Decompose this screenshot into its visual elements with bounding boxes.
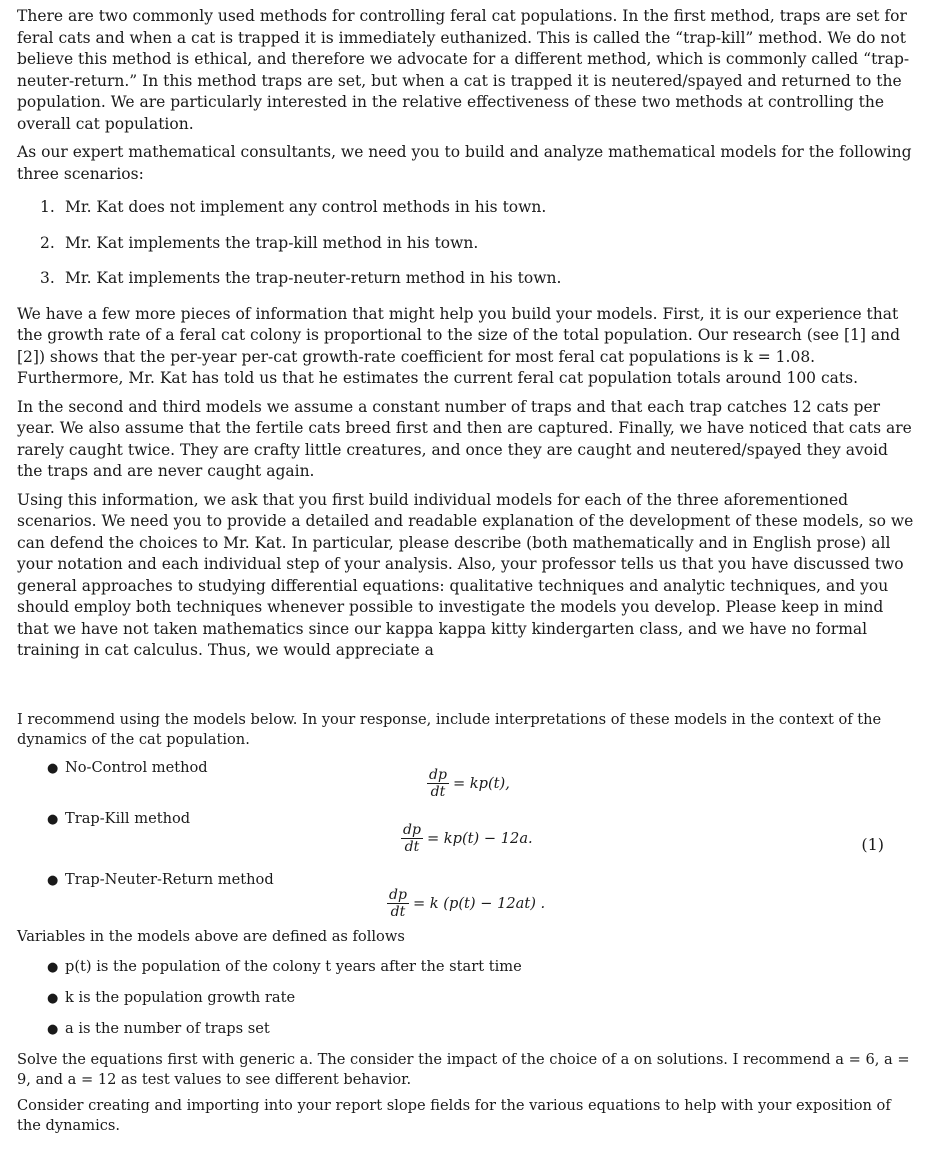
equation-trap-kill: $\frac{dp}{dt}$ = kp(t) − 12a. (403, 822, 533, 855)
intro-paragraph-5: Using this information, we ask that you first build individual models for each of the three aforementioned scenarios. We need you to provide a detailed and readable explanation of the development of these models, so we can defend the choices to Mr. Kat. In particular, please describe (both mathematically and in English prose) all your notation and each individual step of your analysis. Also, your professor tells us that you have discussed two general approaches to studying differential equations: qualitative techniques and analytic techniques, and you should employ both techniques whenever possible to investigate the models you develop. Please keep in mind that we have not taken mathematics since our kappa kappa kitty kindergarten class, and we have no formal training in cat calculus. Thus, we would appreciate a (17, 490, 914, 659)
method-label: Trap-Kill method (65, 810, 191, 827)
equation-trap-neuter-return: $\frac{dp}{dt}$ = k (p(t) − 12at) . (389, 887, 546, 920)
method-label: No-Control method (65, 759, 208, 776)
variable-item: ● k is the population growth rate (47, 989, 296, 1006)
variables-list (17, 957, 917, 1040)
instructions-lead: I recommend using the models below. In your response, include interpretations of these models in the context of the dynamics of the cat population. (17, 711, 882, 748)
intro-paragraph-1: There are two commonly used methods for controlling feral cat populations. In the first method, traps are set for feral cats and when a cat is trapped it is immediately euthanized. This is called the “trap-kill” method. We do not believe this method is ethical, and therefore we advocate for a different method, which is commonly called “trap-neuter-return.” In this method traps are set, but when a cat is trapped it is neutered/spayed and returned to the population. We are particularly interested in the relative effectiveness of these two methods at controlling the overall cat population. (17, 7, 910, 133)
scenario-item: 1. Mr. Kat does not implement any control methods in his town. (40, 198, 547, 216)
variables-lead: Variables in the models above are defined as follows (17, 928, 405, 945)
scenario-item: 3. Mr. Kat implements the trap-neuter-return method in his town. (40, 269, 562, 287)
method-trap-kill: ● Trap-Kill method $\frac{dp}{dt}$ = kp(t) − 12a. (1) (17, 809, 917, 862)
method-trap-neuter-return: ● Trap-Neuter-Return method $\frac{dp}{dt}$ = k (p(t) − 12at) . (17, 870, 917, 927)
problem-statement (17, 6, 917, 662)
scenario-list (17, 197, 917, 290)
intro-paragraph-4: In the second and third models we assume a constant number of traps and that each trap catches 12 cats per year. We also assume that the fertile cats breed first and then are captured. Finally, we have noticed that cats are rarely caught twice. They are crafty little creatures, and once they are caught and neutered/spayed they avoid the traps and are never caught again. (17, 397, 912, 480)
slope-field-instructions: Consider creating and importing into your report slope fields for the various equations to help with your exposition of the dynamics. (17, 1097, 891, 1134)
solve-instructions: Solve the equations first with generic a. The consider the impact of the choice of a on solutions. I recommend a = 6, a = 9, and a = 12 as test values to see different behavior. (17, 1051, 910, 1088)
scenario-item: 2. Mr. Kat implements the trap-kill method in his town. (40, 233, 479, 252)
intro-paragraph-2: As our expert mathematical consultants, we need you to build and analyze mathematical models for the following three scenarios: (17, 143, 912, 183)
variable-item: ● a is the number of traps set (47, 1020, 270, 1037)
equation-no-control: $\frac{dp}{dt}$ = kp(t), (429, 767, 510, 800)
equation-number: (1) (861, 835, 884, 854)
variable-item: ● p(t) is the population of the colony t years after the start time (47, 958, 522, 975)
intro-paragraph-3: We have a few more pieces of information that might help you build your models. First, it is our experience that the growth rate of a feral cat colony is proportional to the size of the total population. Our research (see [1] and [2]) shows that the per-year per-cat growth-rate coefficient for most feral cat populations is k = 1.08. Furthermore, Mr. Kat has told us that he estimates the current feral cat population totals around 100 cats. (17, 304, 900, 387)
method-label: Trap-Neuter-Return method (65, 871, 274, 888)
instructions-section (17, 710, 917, 1136)
method-no-control: ● No-Control method $\frac{dp}{dt}$ = kp(t), (17, 758, 917, 807)
